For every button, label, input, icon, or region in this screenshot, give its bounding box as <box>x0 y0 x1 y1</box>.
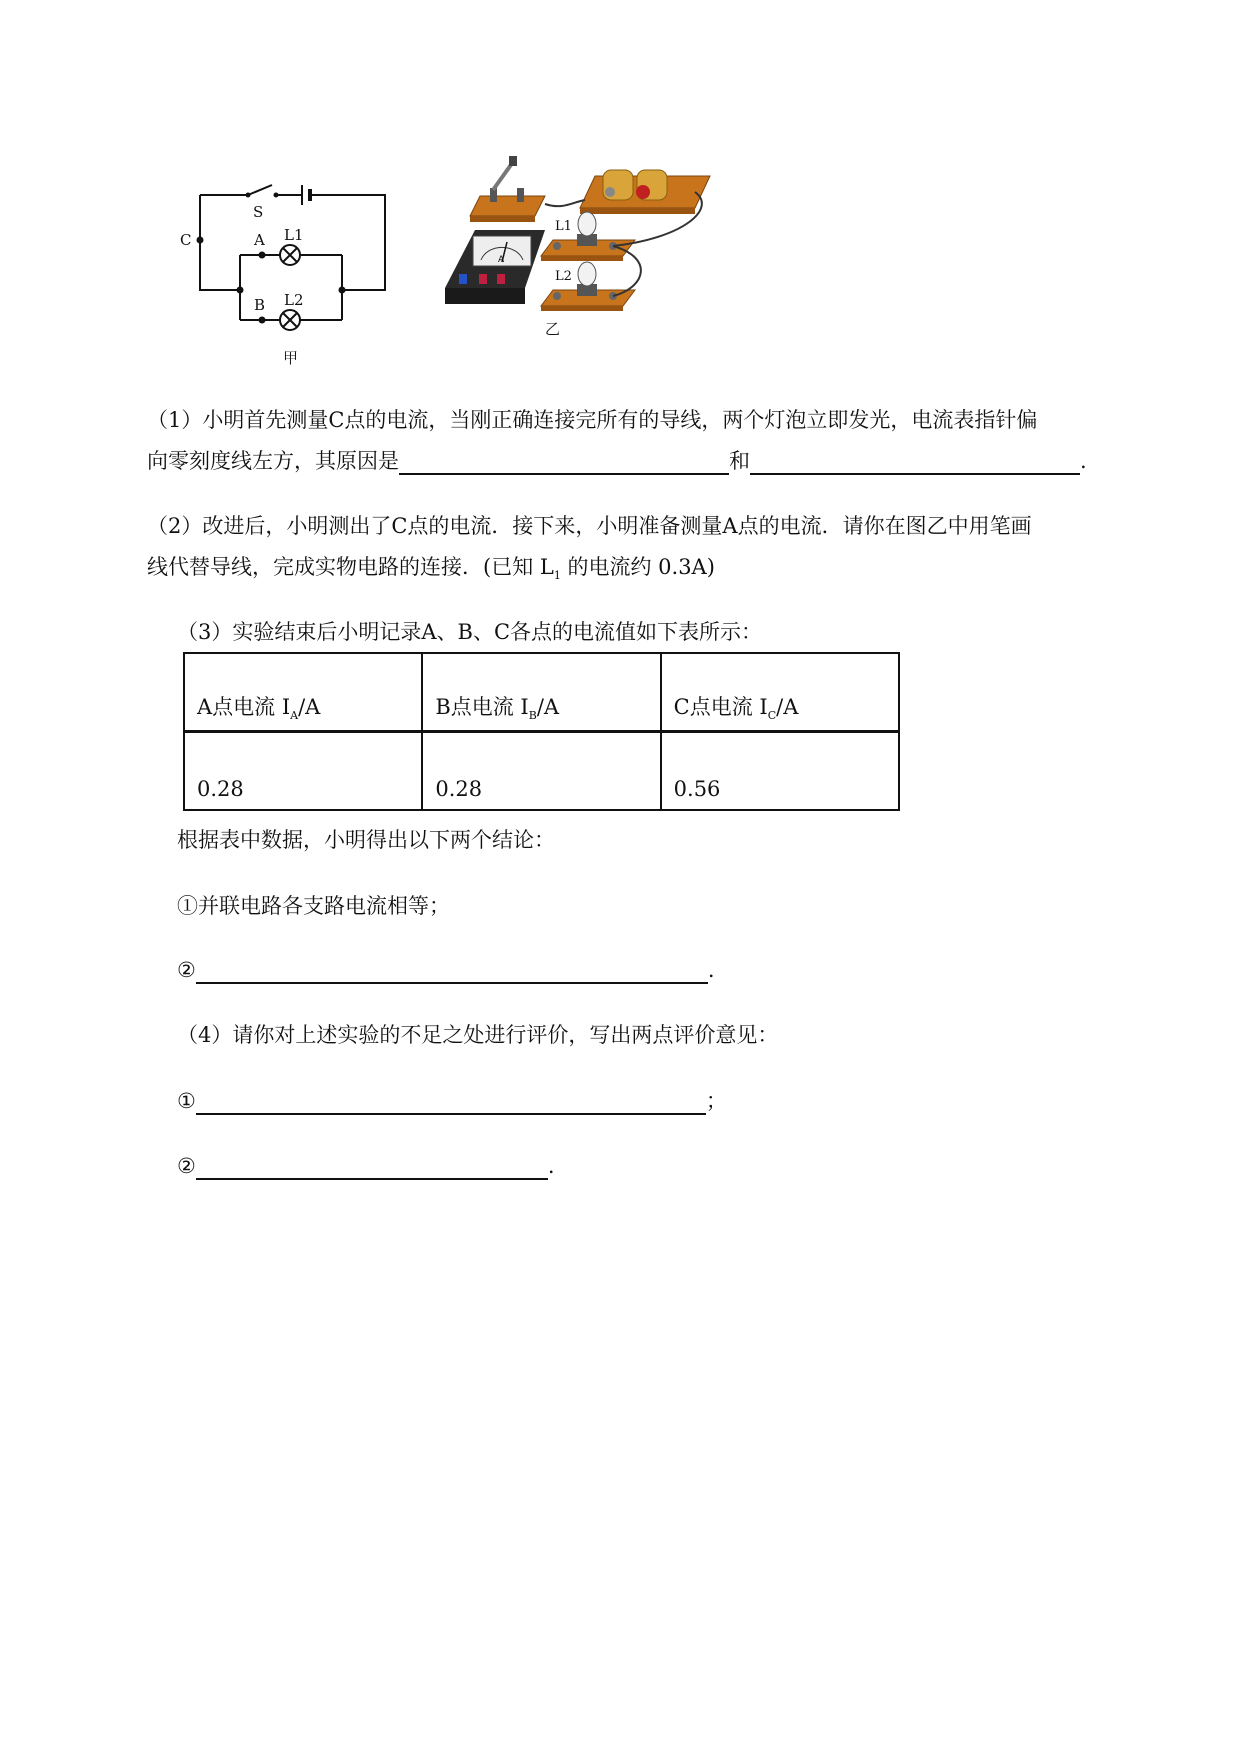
apparatus-lamp1-label: L1 <box>555 219 572 234</box>
q3-conclusion-2-mark: ② <box>177 958 196 982</box>
q3-conclusion-1: ①并联电路各支路电流相等； <box>177 894 450 918</box>
apparatus-illustration-yi <box>445 148 725 380</box>
current-table <box>183 652 900 811</box>
table-header-row <box>184 653 899 732</box>
q1-line1: （1）小明首先测量C点的电流，当刚正确连接完所有的导线，两个灯泡立即发光，电流表指针偏 <box>147 408 1038 432</box>
lamp1-label: L1 <box>284 226 304 244</box>
q3-conclusion-2-end: . <box>707 958 715 982</box>
table-cell: 0.56 <box>661 732 899 811</box>
q4-intro: （4）请你对上述实验的不足之处进行评价，写出两点评价意见： <box>177 1023 779 1047</box>
q3-conclusion-intro: 根据表中数据，小明得出以下两个结论： <box>177 828 555 852</box>
figure-jia-caption: 甲 <box>283 349 299 367</box>
knife-switch <box>470 156 545 222</box>
q4-item-1-mark: ① <box>177 1089 196 1113</box>
node-c-label: C <box>180 231 192 249</box>
q3-intro: （3）实验结束后小明记录A、B、C各点的电流值如下表所示： <box>177 620 763 644</box>
q2-line2-sub: 1 <box>553 569 561 583</box>
q3-conclusion-2-blank[interactable] <box>196 962 708 984</box>
ammeter <box>445 230 545 304</box>
q4-item-1-end: ； <box>705 1089 727 1113</box>
circuit-diagram-jia <box>170 165 400 375</box>
table-header-cell: C点电流 $I_C/A$ <box>661 653 899 732</box>
q4-item-2-mark: ② <box>177 1154 196 1178</box>
ammeter-symbol: A <box>498 255 505 265</box>
table-header-cell: B点电流 $I_B/A$ <box>422 653 660 732</box>
q1-answer-blank-2[interactable] <box>750 453 1080 475</box>
q1-and: 和 <box>729 449 750 473</box>
q4-item-1 <box>177 1087 727 1115</box>
q2-line2-b: 的电流约 0.3A) <box>560 555 715 579</box>
q2-line2 <box>147 553 715 590</box>
q4-item-2 <box>177 1152 555 1180</box>
q2-line2-a: 线代替导线，完成实物电路的连接．(已知 L <box>147 555 554 579</box>
table-header-cell: A点电流 $I_A/A$ <box>184 653 422 732</box>
figure-yi-caption: 乙 <box>545 320 561 338</box>
q4-item-2-blank[interactable] <box>196 1158 548 1180</box>
q1-line2-text: 向零刻度线左方，其原因是 <box>147 449 399 473</box>
table-cell: 0.28 <box>422 732 660 811</box>
lamp2-board <box>541 262 635 311</box>
q4-item-1-blank[interactable] <box>196 1093 706 1115</box>
apparatus-lamp2-label: L2 <box>555 269 572 284</box>
lamp1-board <box>541 212 635 261</box>
table-row <box>184 732 899 811</box>
q1-line2 <box>147 447 1087 475</box>
switch-label: S <box>253 203 264 221</box>
node-a-label: A <box>254 231 265 249</box>
node-b-label: B <box>254 296 266 314</box>
lamp2-label: L2 <box>284 291 304 309</box>
q1-answer-blank-1[interactable] <box>399 453 729 475</box>
q1-end: . <box>1080 449 1087 473</box>
q4-item-2-end: . <box>547 1154 555 1178</box>
table-cell: 0.28 <box>184 732 422 811</box>
battery-holder <box>580 170 710 214</box>
q2-line1: （2）改进后，小明测出了C点的电流．接下来，小明准备测量A点的电流．请你在图乙中用笔画 <box>147 514 1032 538</box>
q3-conclusion-2 <box>177 956 715 984</box>
